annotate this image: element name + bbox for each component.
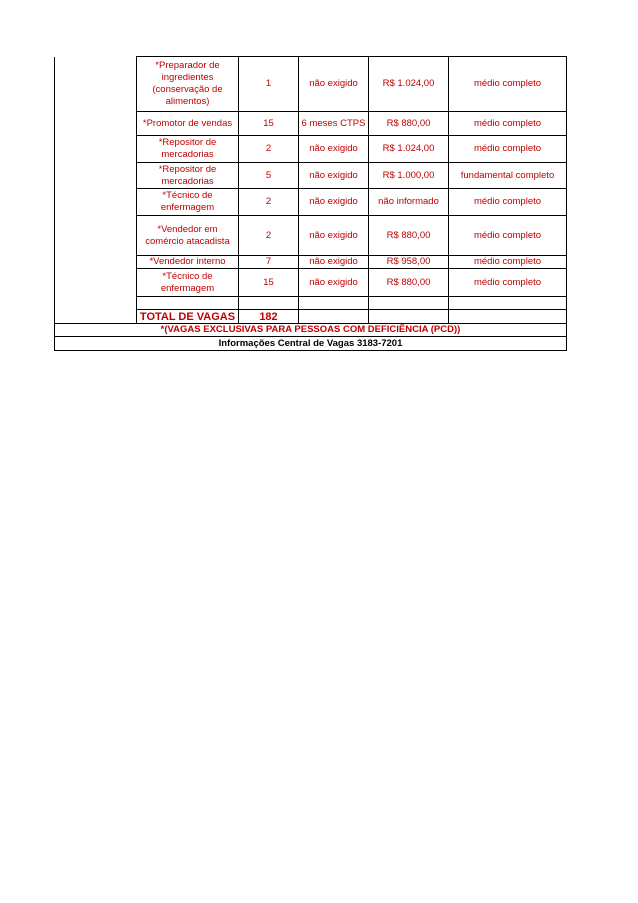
left-margin-cell [55,57,137,310]
experiencia-cell: não exigido [299,189,369,216]
vagas-cell: 2 [239,216,299,256]
vacancy-sheet [54,56,566,351]
escolaridade-cell: médio completo [449,216,567,256]
info-row [55,337,567,351]
escolaridade-cell: médio completo [449,136,567,163]
total-value: 182 [239,310,299,324]
salario-cell: R$ 880,00 [369,269,449,297]
pcd-note: *(VAGAS EXCLUSIVAS PARA PESSOAS COM DEFICIÊNCIA (PCD)) [55,324,567,337]
salario-cell: R$ 1.024,00 [369,136,449,163]
cargo-cell: *Vendedor em comércio atacadista [137,216,239,256]
experiencia-cell: não exigido [299,163,369,189]
escolaridade-cell: médio completo [449,112,567,136]
vagas-cell: 15 [239,269,299,297]
salario-cell: R$ 1.000,00 [369,163,449,189]
vagas-cell: 2 [239,189,299,216]
vagas-cell: 1 [239,57,299,112]
salario-cell: R$ 880,00 [369,112,449,136]
experiencia-cell: não exigido [299,136,369,163]
salario-cell: não informado [369,189,449,216]
escolaridade-cell: médio completo [449,189,567,216]
empty-cell [299,297,369,310]
empty-cell [55,310,137,324]
salario-cell: R$ 1.024,00 [369,57,449,112]
empty-cell [369,310,449,324]
vagas-cell: 5 [239,163,299,189]
cargo-cell: *Promotor de vendas [137,112,239,136]
experiencia-cell: não exigido [299,57,369,112]
escolaridade-cell: fundamental completo [449,163,567,189]
salario-cell: R$ 880,00 [369,216,449,256]
salario-cell: R$ 958,00 [369,256,449,269]
total-row [55,310,567,324]
empty-cell [137,297,239,310]
table-row [55,57,567,112]
empty-cell [299,310,369,324]
vagas-cell: 7 [239,256,299,269]
cargo-cell: *Preparador de ingredientes (conservação de alimentos) [137,57,239,112]
escolaridade-cell: médio completo [449,256,567,269]
total-label: TOTAL DE VAGAS [137,310,239,324]
empty-cell [449,310,567,324]
info-line: Informações Central de Vagas 3183-7201 [55,337,567,351]
cargo-cell: *Vendedor interno [137,256,239,269]
cargo-cell: *Técnico de enfermagem [137,269,239,297]
empty-cell [449,297,567,310]
cargo-cell: *Técnico de enfermagem [137,189,239,216]
note-row [55,324,567,337]
escolaridade-cell: médio completo [449,57,567,112]
vagas-cell: 2 [239,136,299,163]
empty-cell [239,297,299,310]
vagas-cell: 15 [239,112,299,136]
cargo-cell: *Repositor de mercadorias [137,136,239,163]
vacancy-table [54,56,567,351]
experiencia-cell: não exigido [299,269,369,297]
escolaridade-cell: médio completo [449,269,567,297]
experiencia-cell: 6 meses CTPS [299,112,369,136]
experiencia-cell: não exigido [299,256,369,269]
experiencia-cell: não exigido [299,216,369,256]
empty-cell [369,297,449,310]
cargo-cell: *Repositor de mercadorias [137,163,239,189]
